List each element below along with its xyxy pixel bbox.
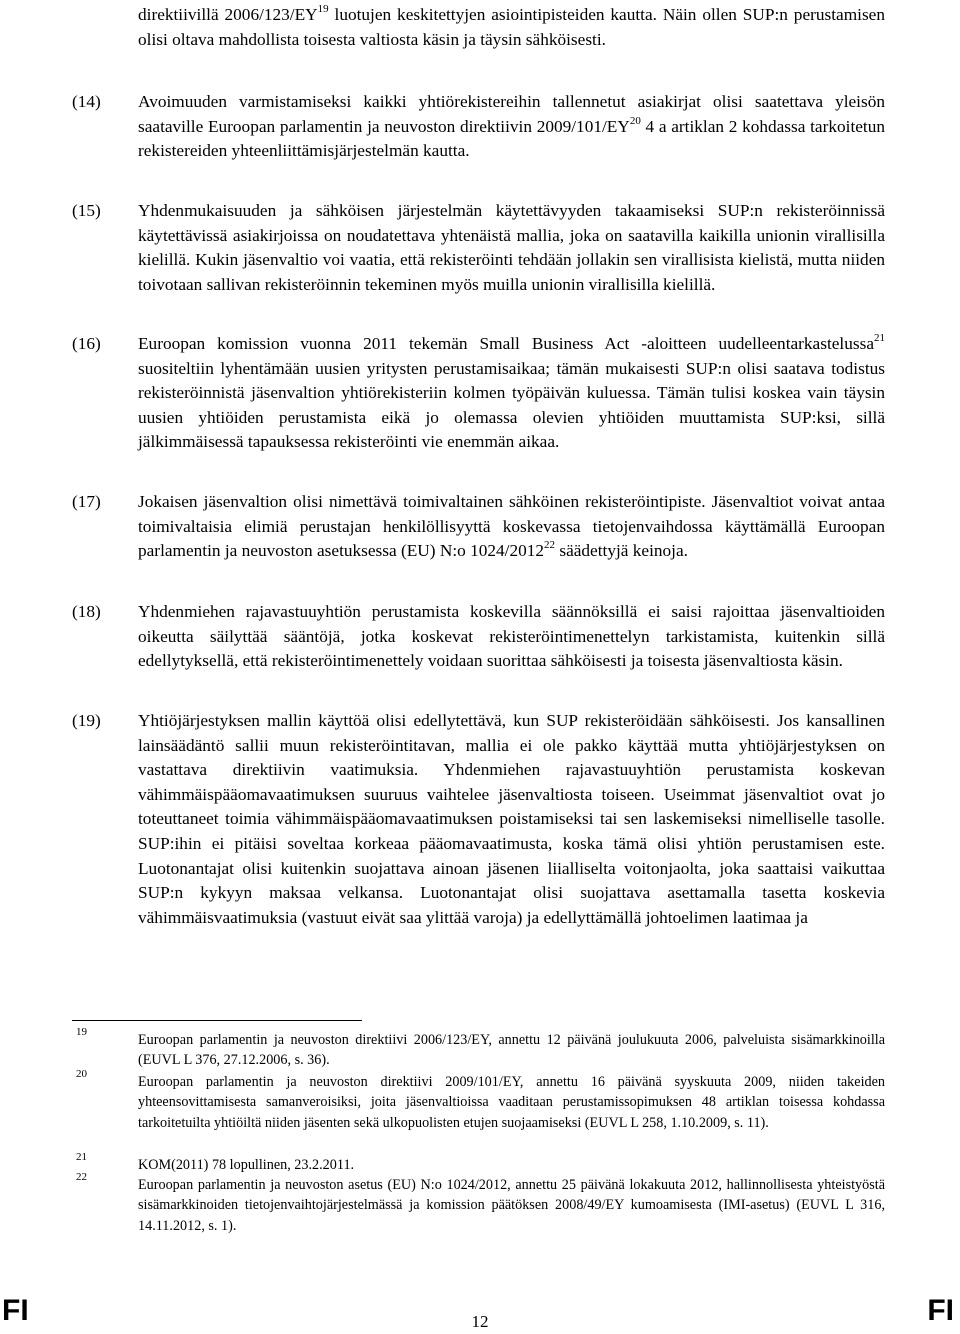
recital-17 (72, 490, 885, 564)
recital-body: Yhtiöjärjestyksen mallin käyttöä olisi edellytettävä, kun SUP rekisteröidään sähköisesti. Jos kansallinen lainsäädäntö sallii muun rekisteröintitavan, mallia ei ole pakko käyttää mutta yhtiöjärjestyksen on vastattava direktiivin vaatimuksia. Yhdenmiehen rajavastuuyhtiön perustamista koskevan vähimmäispääomavaatimuksen suuruus vaihtelee jäsenvaltiosta toiseen. Useimmat jäsenvaltiot ovat jo toteuttaneet toimia vähimmäispääomavaatimuksen poistamiseksi tai sen laskemiseksi nimelliselle tasolle. SUP:ihin ei pitäisi soveltaa korkeaa pääomavaatimusta, koska tämä olisi yhtiön perustamisen este. Luotonantajat olisi kuitenkin suojattava ainoan jäsenen liialliselta voitonjaolta, joka saattaisi vaikuttaa SUP:n kykyyn maksaa velkansa. Luotonantajat olisi suojattava asettamalla tasetta koskevia vähimmäisvaatimuksia (vastuut eivät saa ylittää varoja) ja edellyttämällä johtoelimen laatimaa ja (138, 711, 885, 927)
footnote-number: 19 (76, 1026, 87, 1038)
footnote-ref: 20 (629, 114, 641, 127)
continued-text: luotujen keskitettyjen asiointipisteiden kautta. Näin ollen SUP:n perustamisen olisi oltava mahdollista toisesta valtiosta käsin ja täysin sähköisesti. (138, 5, 885, 49)
footnote-22 (72, 1171, 885, 1236)
recital-19 (72, 709, 885, 930)
language-code-left: FI (2, 1294, 29, 1327)
footnote-20 (72, 1068, 885, 1133)
recital-number: (14) (72, 92, 101, 111)
footnote-19 (72, 1026, 885, 1071)
recital-body: Jokaisen jäsenvaltion olisi nimettävä toimivaltainen sähköinen rekisteröintipiste. Jäsenvaltiot voivat antaa toimivaltaisia elimiä perustajan henkilöllisyyttä koskevassa tietojenvaihdossa käyttämällä Euroopan parlamentin ja neuvoston asetuksessa (EU) N:o 1024/2012$^{22}$ säädettyjä keinoja. (138, 492, 885, 561)
footnote-number: 21 (76, 1151, 87, 1163)
footnote-text: Euroopan parlamentin ja neuvoston direktiivi 2009/101/EY, annettu 16 päivänä syyskuuta 2009, niiden takeiden yhteensovittamisesta samanveroisiksi, joita jäsenvaltioissa vaaditaan perustamissopimuksen 48 artiklan toisessa kohdassa tarkoitetuilta yhtiöiltä niiden jäsenten sekä ulkopuolisten etujen suojaamiseksi (EUVL L 258, 1.10.2009, s. 11). (138, 1074, 885, 1131)
footnote-separator (72, 1020, 362, 1021)
footnote-number: 20 (76, 1068, 87, 1080)
recital-16 (72, 332, 885, 455)
recital-15 (72, 199, 885, 297)
recital-number: (17) (72, 492, 101, 511)
recital-number: (16) (72, 334, 101, 353)
footnote-text: Euroopan parlamentin ja neuvoston asetus (EU) N:o 1024/2012, annettu 25 päivänä lokakuuta 2012, hallinnollisesta yhteistyöstä sisämarkkinoiden tietojenvaihtojärjestelmässä ja komission päätöksen 2008/49/EY kumoamisesta (IMI-asetus) (EUVL L 316, 14.11.2012, s. 1). (138, 1177, 885, 1234)
footnote-ref: 21 (874, 331, 885, 344)
recital-body: Yhdenmiehen rajavastuuyhtiön perustamista koskevilla säännöksillä ei saisi rajoittaa jäsenvaltioiden oikeutta säilyttää sääntöjä, jotka koskevat rekisteröintimenettelyn tarkistamista, kuitenkin sillä edellytyksellä, että rekisteröintimenettely voidaan suorittaa sähköisesti ja toisesta jäsenvaltiosta käsin. (138, 602, 885, 671)
footnote-ref: 19 (317, 2, 329, 15)
recital-body: Euroopan komission vuonna 2011 tekemän Small Business Act -aloitteen uudelleentarkastelussa$^{21}$ suositeltiin lyhentämään uusien yritysten perustamisaikaa; tämän mukaisesti SUP:n olisi saatava todistus rekisteröinnistä jäsenvaltion yhtiörekisteriin kolmen työpäivän kuluessa. Tämän tulisi koskea vain täysin uusien yhtiöiden perustamista eikä jo olemassa olevien yhtiöiden muuttamista SUP:ksi, sillä jälkimmäisessä tapauksessa rekisteröinti vie enemmän aikaa. (138, 331, 885, 452)
continued-paragraph (138, 3, 885, 52)
page-number: 12 (471, 1312, 489, 1331)
recital-body: Yhdenmukaisuuden ja sähköisen järjestelmän käytettävyyden takaamiseksi SUP:n rekisteröinnissä käytettävissä asiakirjoissa on noudatettava yhtenäistä mallia, joka on saatavilla kaikilla unionin virallisilla kielillä. Kukin jäsenvaltio voi vaatia, että rekisteröinti tehdään jollakin sen virallisista kielistä, mutta niiden toivotaan sallivan rekisteröinnin tekeminen myös muilla unionin virallisilla kielillä. (138, 201, 885, 294)
footnote-21 (72, 1151, 885, 1175)
footnote-number: 22 (76, 1171, 87, 1183)
footnote-text: KOM(2011) 78 lopullinen, 23.2.2011. (138, 1157, 355, 1173)
recital-14 (72, 90, 885, 164)
recital-number: (18) (72, 602, 101, 621)
continued-text: direktiivillä 2006/123/EY (138, 5, 318, 24)
recital-18 (72, 600, 885, 674)
recital-number: (19) (72, 711, 101, 730)
recital-number: (15) (72, 201, 101, 220)
footnote-ref: 22 (544, 538, 556, 551)
language-code-right: FI (927, 1294, 954, 1327)
recital-body: Avoimuuden varmistamiseksi kaikki yhtiörekistereihin tallennetut asiakirjat olisi saatettava yleisön saataville Euroopan parlamentin ja neuvoston direktiivin 2009/101/EY$^{20}$ 4 a artiklan 2 kohdassa tarkoitetun rekistereiden yhteenliittämisjärjestelmän kautta. (138, 92, 885, 161)
footnote-text: Euroopan parlamentin ja neuvoston direktiivi 2006/123/EY, annettu 12 päivänä joulukuuta 2006, palveluista sisämarkkinoilla (EUVL L 376, 27.12.2006, s. 36). (138, 1032, 885, 1069)
